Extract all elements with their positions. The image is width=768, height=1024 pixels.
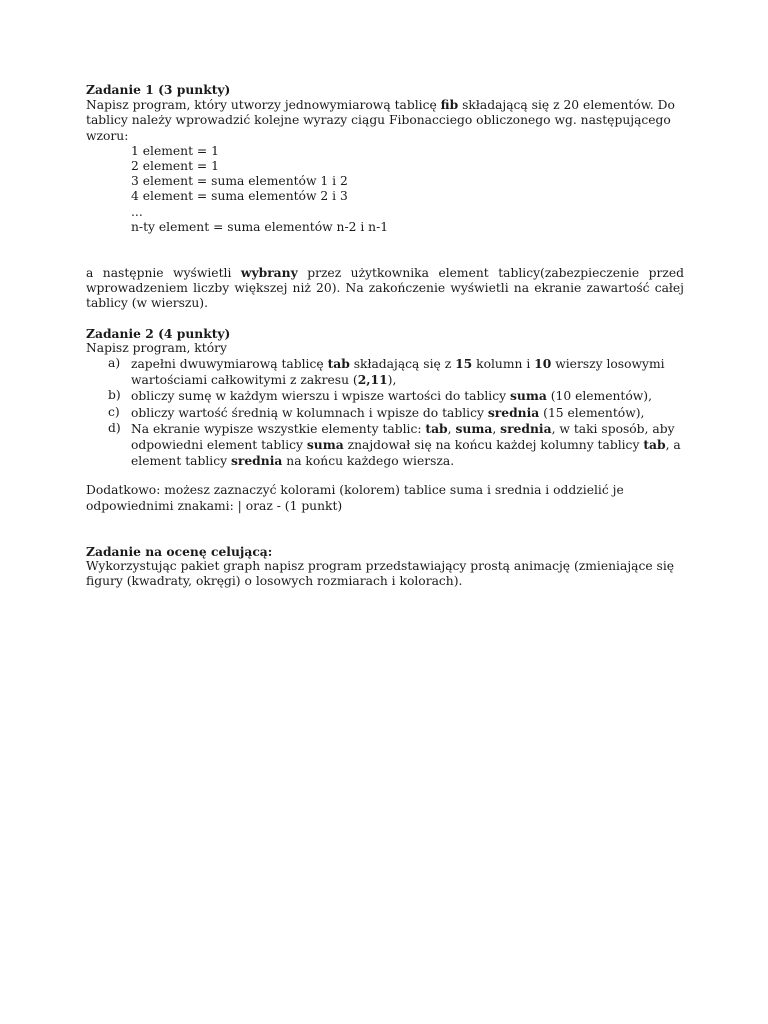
bold-term: tab (327, 356, 350, 372)
text-run: a następnie wyświetli (86, 266, 241, 281)
text-run: Napisz program, który utworzy jednowymiarową tablicę (86, 98, 441, 113)
text-run: przez użytkownika element tablicy(zabezpieczenie przed wprowadzeniem liczby większej niż 20). Na zakończenie wyświetli na ekranie zawartość całej tablicy (w wierszu). (86, 266, 684, 311)
bold-term: fib (440, 97, 459, 113)
text-run: (10 elementów), (546, 389, 652, 404)
list-item-label: c) (108, 404, 120, 419)
bold-term: 2,11 (357, 372, 388, 388)
formula-line: 1 element = 1 (131, 143, 219, 158)
bold-term: suma (306, 437, 344, 453)
text-run: na końcu każdego wiersza. (282, 454, 455, 469)
bold-term: tab (425, 420, 448, 436)
bold-term: srednia (487, 404, 540, 420)
bold-term: srednia (230, 453, 283, 469)
bold-term: 10 (534, 356, 552, 372)
list-item-text (131, 357, 665, 387)
list-item (86, 421, 684, 470)
text-run: (15 elementów), (539, 405, 645, 420)
task3-heading: Zadanie na ocenę celującą: (86, 543, 273, 559)
text-run: znajdował się na końcu każdej kolumny tablicy (343, 438, 644, 453)
list-item-text (131, 422, 681, 468)
list-item-label: a) (108, 356, 121, 371)
text-run: ), (387, 373, 397, 388)
text-run: składającą się z 20 elementów. Do tablicy należy wprowadzić kolejne wyrazy ciągu Fibonacciego obliczonego wg. następującego wzoru: (86, 98, 675, 143)
task2-list (86, 356, 684, 469)
formula-line: 4 element = suma elementów 2 i 3 (131, 189, 348, 204)
bold-term: suma (455, 420, 493, 436)
text-run: zapełni dwuwymiarową tablicę (131, 357, 328, 372)
task1-heading: Zadanie 1 (3 punkty) (86, 82, 231, 97)
task2-heading: Zadanie 2 (4 punkty) (86, 325, 231, 341)
formula-line: 3 element = suma elementów 1 i 2 (131, 174, 348, 189)
text-run: , (492, 421, 501, 436)
list-item-text (131, 406, 644, 420)
list-item (86, 356, 684, 388)
list-item-text (131, 389, 652, 403)
list-item (86, 388, 684, 404)
list-item-label: b) (108, 388, 121, 403)
bold-term: 15 (455, 356, 473, 372)
text-run: , (447, 421, 456, 436)
task3-body: Wykorzystując pakiet graph napisz program przedstawiający prostą animację (zmieniające się figury (kwadraty, okręgi) o losowych rozmiarach i kolorach). (86, 559, 675, 589)
task1-followup (86, 265, 684, 312)
text-run: składającą się z (349, 357, 456, 372)
text-run: wierszy losowymi wartościami całkowitymi z zakresu ( (131, 357, 665, 388)
fibonacci-formula (86, 144, 684, 235)
bold-term: wybrany (240, 265, 298, 281)
bold-term: suma (509, 388, 547, 404)
bold-term: srednia (500, 420, 552, 436)
document-page (86, 82, 684, 589)
text-run: obliczy sumę w każdym wierszu i wpisze wartości do tablicy (131, 389, 510, 404)
text-run: obliczy wartość średnią w kolumnach i wpisze do tablicy (131, 405, 488, 420)
formula-line: 2 element = 1 (131, 159, 219, 174)
list-item (86, 405, 684, 421)
list-item-label: d) (108, 420, 121, 435)
task1-intro (86, 97, 684, 144)
text-run: , a element tablicy (131, 438, 681, 469)
task2-intro: Napisz program, który (86, 340, 227, 355)
bold-term: tab (643, 437, 666, 453)
text-run: kolumn i (472, 357, 535, 372)
text-run: , w taki sposób, aby odpowiedni element tablicy (131, 421, 675, 453)
formula-line: n-ty element = suma elementów n-2 i n-1 (131, 219, 389, 234)
text-run: Na ekranie wypisze wszystkie elementy tablic: (131, 421, 426, 436)
task2-extra: Dodatkowo: możesz zaznaczyć kolorami (kolorem) tablice suma i srednia i oddzielić je odpowiednimi znakami: | oraz - (1 punkt) (86, 483, 624, 513)
formula-line: ... (131, 204, 143, 219)
